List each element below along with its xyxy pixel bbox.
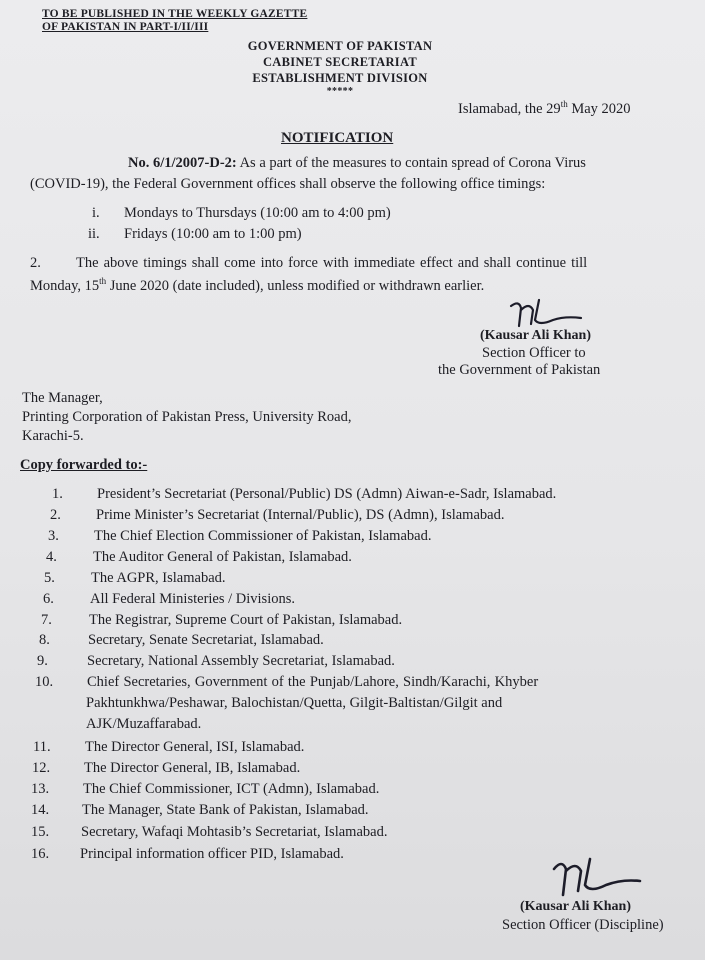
copy-item: The Registrar, Supreme Court of Pakistan, Islamabad.: [89, 612, 403, 628]
copy-num: 10.: [35, 674, 54, 690]
copy-num: 12.: [32, 760, 51, 776]
copy-item: The Auditor General of Pakistan, Islamabad.: [93, 549, 352, 565]
gazette-line-1: TO BE PUBLISHED IN THE WEEKLY GAZETTE: [42, 8, 308, 20]
copy-item: The Chief Election Commissioner of Pakistan, Islamabad.: [94, 528, 432, 544]
copy-num: 4.: [46, 549, 57, 565]
date-rest: May 2020: [567, 100, 631, 117]
date-prefix: Islamabad, the 29: [458, 100, 561, 117]
signatory2-title: Section Officer (Discipline): [502, 917, 664, 933]
copy-num: 13.: [31, 781, 50, 797]
intro-line-2: (COVID-19), the Federal Government offices shall observe the following office timings:: [30, 176, 546, 192]
header-cabinet: CABINET SECRETARIAT: [262, 55, 417, 69]
signature-2: [548, 855, 643, 901]
copy-item: Prime Minister’s Secretariat (Internal/Public), DS (Admn), Islamabad.: [96, 507, 505, 523]
copy-heading: Copy forwarded to:-: [20, 457, 148, 473]
copy-item: The Director General, IB, Islamabad.: [84, 760, 301, 776]
signatory1-name: (Kausar Ali Khan): [480, 328, 591, 343]
copy-item: The Chief Commissioner, ICT (Admn), Islamabad.: [83, 781, 380, 797]
copy-num: 1.: [52, 486, 63, 502]
copy-item: Secretary, Wafaqi Mohtasib’s Secretariat, Islamabad.: [81, 824, 388, 840]
signatory1-title-1: Section Officer to: [482, 345, 586, 361]
copy-num: 2.: [50, 507, 61, 523]
para2-text-a: Monday, 15: [30, 277, 100, 294]
copy-item-continued: Pakhtunkhwa/Peshawar, Balochistan/Quetta, Gilgit-Baltistan/Gilgit and: [86, 695, 503, 711]
gazette-line-2: OF PAKISTAN IN PART-I/II/III: [42, 21, 209, 33]
timing-num-1: i.: [92, 205, 100, 221]
copy-num: 6.: [43, 591, 54, 607]
signature-1: [505, 298, 585, 332]
copy-item: Secretary, Senate Secretariat, Islamabad.: [88, 632, 324, 648]
header-government: GOVERNMENT OF PAKISTAN: [247, 39, 433, 53]
addressee-line-1: The Manager,: [22, 390, 103, 406]
para2-suffix: th: [99, 276, 107, 286]
notification-title: NOTIFICATION: [281, 130, 394, 146]
header-division: ESTABLISHMENT DIVISION: [252, 71, 428, 85]
copy-item: Principal information officer PID, Islamabad.: [80, 846, 344, 862]
intro-line-1: [128, 155, 586, 172]
intro-text-1: As a part of the measures to contain spread of Corona Virus: [236, 155, 586, 171]
copy-item: President’s Secretariat (Personal/Public) DS (Admn) Aiwan-e-Sadr, Islamabad.: [97, 486, 557, 502]
copy-item: The Manager, State Bank of Pakistan, Islamabad.: [82, 802, 369, 818]
addressee-line-2: Printing Corporation of Pakistan Press, University Road,: [22, 409, 352, 425]
reference-number: No. 6/1/2007-D-2:: [128, 155, 237, 171]
timing-text-2: Fridays (10:00 am to 1:00 pm): [124, 226, 302, 242]
timing-text-1: Mondays to Thursdays (10:00 am to 4:00 pm): [124, 205, 391, 221]
signatory2-name: (Kausar Ali Khan): [520, 899, 631, 914]
copy-item-continued: AJK/Muzaffarabad.: [86, 716, 202, 732]
copy-item: All Federal Ministeries / Divisions.: [90, 591, 295, 607]
copy-num: 16.: [31, 846, 50, 862]
copy-num: 15.: [31, 824, 50, 840]
header-stars: *****: [326, 86, 354, 97]
copy-num: 14.: [31, 802, 50, 818]
date-suffix: th: [560, 99, 568, 109]
para2-num: 2.: [30, 255, 41, 271]
copy-item: Secretary, National Assembly Secretariat, Islamabad.: [87, 653, 395, 669]
signatory1-title-2: the Government of Pakistan: [438, 362, 601, 378]
copy-num: 9.: [37, 653, 48, 669]
copy-num: 7.: [41, 612, 52, 628]
timing-num-2: ii.: [88, 226, 100, 242]
copy-num: 11.: [33, 739, 51, 755]
para2-line-2: [30, 276, 484, 295]
para2-line-1: The above timings shall come into force with immediate effect and shall continue till: [76, 255, 588, 271]
copy-item: The AGPR, Islamabad.: [91, 570, 226, 586]
copy-num: 3.: [48, 528, 59, 544]
para2-text-b: June 2020 (date included), unless modified or withdrawn earlier.: [106, 277, 485, 294]
copy-item: The Director General, ISI, Islamabad.: [85, 739, 305, 755]
copy-item: Chief Secretaries, Government of the Punjab/Lahore, Sindh/Karachi, Khyber: [87, 674, 539, 690]
copy-num: 5.: [44, 570, 55, 586]
date-line: [458, 99, 631, 118]
copy-num: 8.: [39, 632, 50, 648]
addressee-line-3: Karachi-5.: [22, 428, 84, 444]
